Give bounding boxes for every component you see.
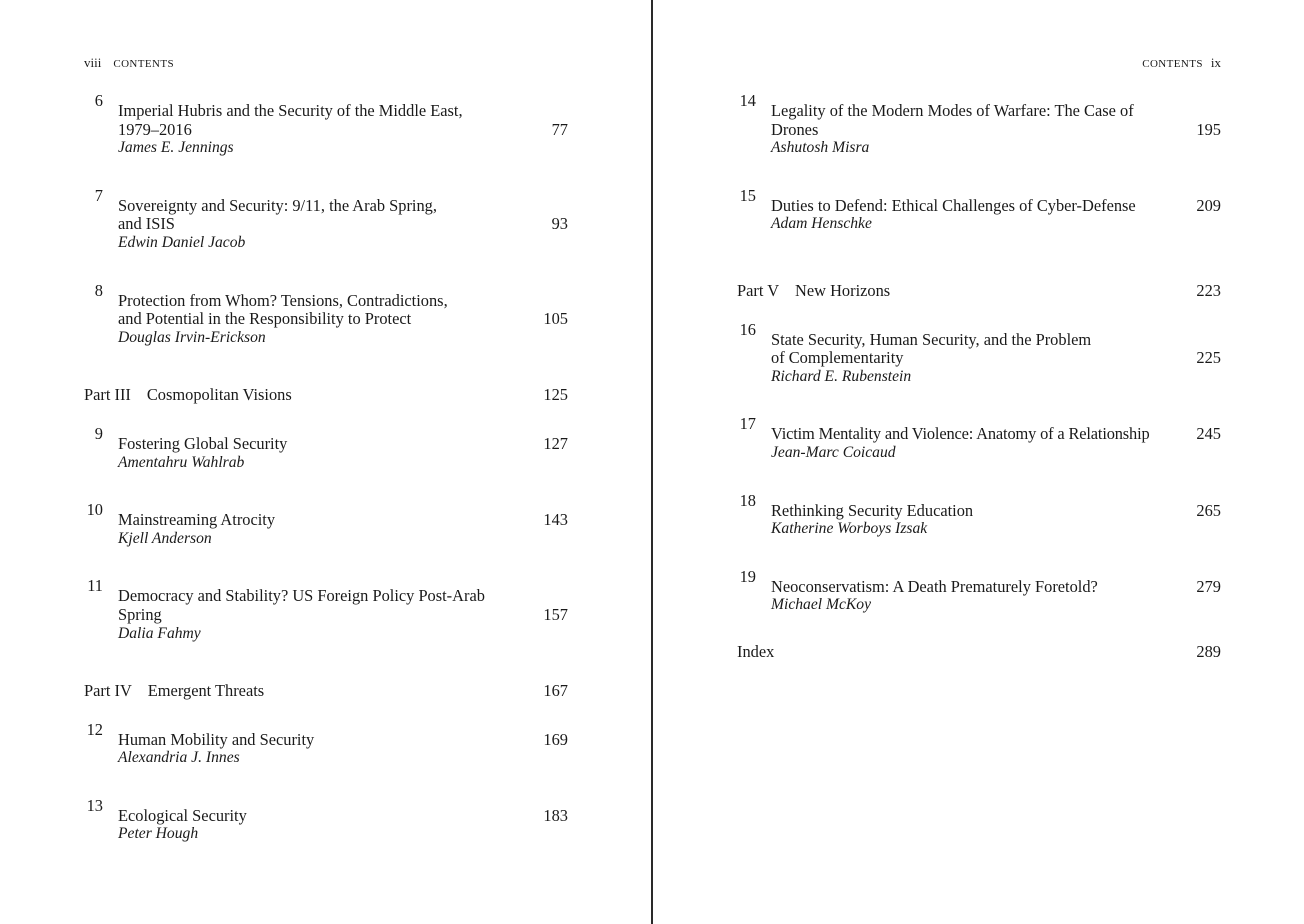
toc-entries-right bbox=[737, 92, 1221, 662]
chapter-number: 11 bbox=[87, 576, 103, 596]
part-title: New Horizons bbox=[795, 280, 891, 300]
chapter-title-line: Spring bbox=[118, 604, 162, 624]
index-page-number: 289 bbox=[1196, 641, 1221, 661]
chapter-title-line: Victim Mentality and Violence: Anatomy of a Relationship bbox=[771, 424, 1150, 444]
index-title: Index bbox=[737, 641, 775, 661]
chapter-author: Adam Henschke bbox=[771, 215, 872, 233]
toc-chapter-entry[interactable] bbox=[737, 492, 1221, 539]
chapter-page-number: 225 bbox=[1196, 348, 1221, 368]
folio: ix bbox=[1210, 55, 1221, 70]
chapter-number: 13 bbox=[86, 795, 103, 815]
chapter-number: 6 bbox=[94, 91, 103, 110]
chapter-author: Alexandria J. Innes bbox=[118, 749, 240, 767]
toc-chapter-entry[interactable] bbox=[737, 568, 1221, 615]
toc-chapter-entry[interactable] bbox=[84, 425, 568, 472]
toc-chapter-entry[interactable] bbox=[737, 92, 1221, 158]
chapter-title-line: Sovereignty and Security: 9/11, the Arab Spring, bbox=[118, 195, 437, 215]
part-label: Part IV bbox=[84, 681, 132, 701]
toc-index-entry[interactable] bbox=[737, 633, 1221, 662]
chapter-author: Katherine Worboys Izsak bbox=[771, 520, 928, 538]
chapter-number: 16 bbox=[739, 319, 756, 339]
chapter-page-number: 157 bbox=[543, 604, 568, 624]
chapter-page-number: 279 bbox=[1196, 576, 1221, 596]
part-page-number: 167 bbox=[543, 681, 568, 701]
chapter-number: 9 bbox=[94, 423, 103, 443]
chapter-number: 17 bbox=[739, 414, 756, 434]
chapter-title-line: Imperial Hubris and the Security of the Middle East, bbox=[118, 101, 463, 120]
chapter-title-line: Legality of the Modern Modes of Warfare: The Case of bbox=[771, 101, 1134, 120]
chapter-title-line: 1979–2016 bbox=[118, 119, 192, 139]
running-head-label: CONTENTS bbox=[113, 58, 174, 70]
chapter-page-number: 265 bbox=[1196, 500, 1221, 520]
chapter-page-number: 183 bbox=[543, 805, 568, 825]
page-gutter-divider bbox=[651, 0, 653, 924]
left-page bbox=[84, 0, 568, 924]
running-head-right bbox=[737, 55, 1221, 71]
chapter-author: Richard E. Rubenstein bbox=[771, 367, 912, 385]
running-head-label: CONTENTS bbox=[1142, 58, 1203, 70]
chapter-page-number: 77 bbox=[551, 119, 568, 139]
toc-chapter-entry[interactable] bbox=[84, 721, 568, 768]
chapter-number: 10 bbox=[86, 500, 103, 520]
toc-chapter-entry[interactable] bbox=[737, 321, 1221, 387]
chapter-number: 18 bbox=[739, 490, 756, 510]
toc-chapter-entry[interactable] bbox=[84, 577, 568, 643]
toc-chapter-entry[interactable] bbox=[84, 282, 568, 348]
chapter-title-line: and Potential in the Responsibility to Protect bbox=[118, 309, 412, 329]
chapter-author: Dalia Fahmy bbox=[118, 624, 201, 642]
chapter-title-line: Duties to Defend: Ethical Challenges of Cyber-Defense bbox=[771, 195, 1136, 215]
toc-entries-left bbox=[84, 92, 568, 873]
spacer bbox=[737, 263, 1221, 272]
chapter-page-number: 245 bbox=[1196, 424, 1221, 444]
chapter-page-number: 127 bbox=[543, 433, 568, 453]
chapter-title-line: Fostering Global Security bbox=[118, 433, 288, 453]
chapter-author: Douglas Irvin-Erickson bbox=[118, 328, 266, 346]
chapter-number: 8 bbox=[94, 280, 103, 300]
chapter-page-number: 195 bbox=[1196, 119, 1221, 139]
chapter-title-line: Human Mobility and Security bbox=[118, 729, 315, 749]
chapter-author: Kjell Anderson bbox=[118, 529, 212, 547]
chapter-page-number: 143 bbox=[543, 510, 568, 530]
toc-chapter-entry[interactable] bbox=[737, 187, 1221, 234]
toc-part-heading[interactable] bbox=[84, 376, 568, 405]
running-head-left bbox=[84, 55, 568, 71]
folio: viii bbox=[84, 55, 102, 70]
chapter-number: 15 bbox=[739, 185, 756, 205]
part-page-number: 125 bbox=[543, 385, 568, 405]
part-label: Part V bbox=[737, 280, 780, 300]
chapter-page-number: 169 bbox=[543, 729, 568, 749]
chapter-number: 7 bbox=[94, 185, 103, 205]
chapter-number: 19 bbox=[739, 566, 756, 586]
chapter-author: Jean-Marc Coicaud bbox=[771, 443, 896, 461]
chapter-title-line: Neoconservatism: A Death Prematurely Foretold? bbox=[771, 576, 1098, 596]
chapter-number: 12 bbox=[86, 719, 103, 739]
chapter-title-line: State Security, Human Security, and the Problem bbox=[771, 329, 1092, 349]
chapter-author: Ashutosh Misra bbox=[771, 139, 870, 157]
chapter-title-line: Protection from Whom? Tensions, Contradictions, bbox=[118, 290, 448, 310]
chapter-title-line: Rethinking Security Education bbox=[771, 500, 974, 520]
chapter-title-line: and ISIS bbox=[118, 214, 175, 234]
chapter-author: Peter Hough bbox=[118, 825, 199, 843]
part-page-number: 223 bbox=[1196, 280, 1221, 300]
toc-chapter-entry[interactable] bbox=[737, 415, 1221, 462]
right-page bbox=[737, 0, 1221, 924]
chapter-number: 14 bbox=[739, 91, 756, 110]
chapter-author: James E. Jennings bbox=[118, 139, 234, 157]
chapter-author: Amentahru Wahlrab bbox=[118, 453, 245, 471]
chapter-page-number: 209 bbox=[1196, 195, 1221, 215]
part-label: Part III bbox=[84, 385, 131, 405]
chapter-author: Edwin Daniel Jacob bbox=[118, 233, 246, 251]
chapter-author: Michael McKoy bbox=[771, 596, 872, 614]
toc-part-heading[interactable] bbox=[737, 272, 1221, 301]
chapter-title-line: Ecological Security bbox=[118, 805, 247, 825]
part-title: Emergent Threats bbox=[147, 681, 265, 701]
chapter-title-line: Mainstreaming Atrocity bbox=[118, 510, 276, 530]
toc-chapter-entry[interactable] bbox=[84, 92, 568, 158]
toc-chapter-entry[interactable] bbox=[84, 797, 568, 844]
part-title: Cosmopolitan Visions bbox=[146, 385, 292, 405]
chapter-page-number: 93 bbox=[551, 214, 568, 234]
chapter-title-line: Drones bbox=[771, 119, 819, 139]
chapter-page-number: 105 bbox=[543, 309, 568, 329]
toc-chapter-entry[interactable] bbox=[84, 187, 568, 253]
chapter-title-line: Democracy and Stability? US Foreign Policy Post-Arab bbox=[118, 586, 485, 606]
toc-part-heading[interactable] bbox=[84, 672, 568, 701]
chapter-title-line: of Complementarity bbox=[771, 348, 904, 368]
toc-chapter-entry[interactable] bbox=[84, 501, 568, 548]
